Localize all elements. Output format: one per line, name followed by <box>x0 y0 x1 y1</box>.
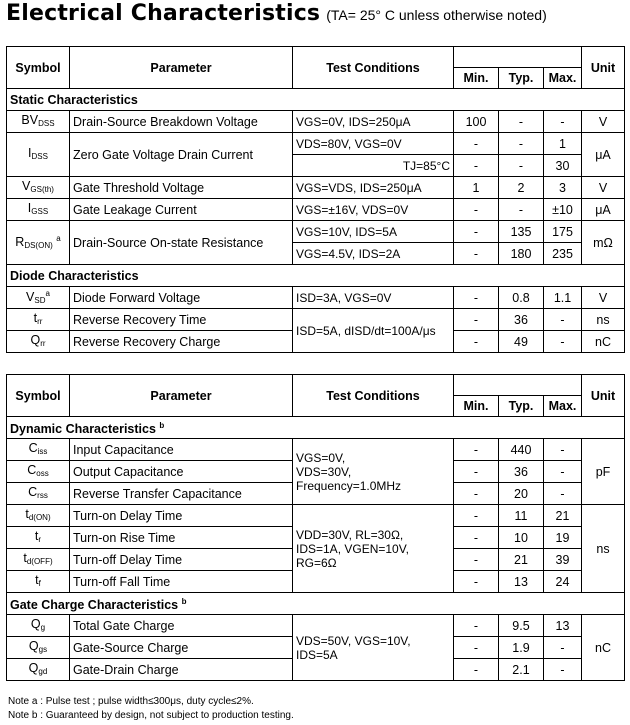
symbol-rdson: $R_{DS(ON)}$ $^a$ <box>7 221 70 265</box>
max-value: - <box>544 309 582 331</box>
section-dynamic: Dynamic Characteristics $^b$ <box>7 417 625 439</box>
symbol-qrr: $Q_{rr}$ <box>7 331 70 353</box>
typ-value: 21 <box>499 549 544 571</box>
typ-value: - <box>499 199 544 221</box>
typ-value: 180 <box>499 243 544 265</box>
param-trr: Reverse Recovery Time <box>70 309 293 331</box>
header-min: Min. <box>454 396 499 417</box>
min-value: - <box>454 461 499 483</box>
symbol-qgd: $Q_{gd}$ <box>7 659 70 681</box>
header-typ: Typ. <box>499 396 544 417</box>
unit-value: nC <box>582 615 625 681</box>
unit-value: V <box>582 177 625 199</box>
cond-idss-1: VDS=80V, VGS=0V <box>293 133 454 155</box>
min-value: - <box>454 483 499 505</box>
table-row <box>7 439 625 461</box>
cond-vgsth: VGS=VDS, IDS=250μA <box>293 177 454 199</box>
header-unit: Unit <box>582 375 625 417</box>
param-tdoff: Turn-off Delay Time <box>70 549 293 571</box>
typ-value: 9.5 <box>499 615 544 637</box>
header-parameter: Parameter <box>70 375 293 417</box>
max-value: 3 <box>544 177 582 199</box>
typ-value: 2.1 <box>499 659 544 681</box>
max-value: - <box>544 461 582 483</box>
param-tdon: Turn-on Delay Time <box>70 505 293 527</box>
symbol-tf: $t_f$ <box>7 571 70 593</box>
note-b: Note b : Guaranteed by design, not subject to production testing. <box>8 710 294 721</box>
typ-value: 440 <box>499 439 544 461</box>
param-coss: Output Capacitance <box>70 461 293 483</box>
min-value: - <box>454 549 499 571</box>
symbol-tdon: $t_{d(ON)}$ <box>7 505 70 527</box>
cond-vsd: ISD=3A, VGS=0V <box>293 287 454 309</box>
header-test-conditions: Test Conditions <box>293 375 454 417</box>
header-parameter: Parameter <box>70 47 293 89</box>
min-value: 1 <box>454 177 499 199</box>
symbol-bvdss: $BV_{DSS}$ <box>7 111 70 133</box>
cond-rdson-2: VGS=4.5V, IDS=2A <box>293 243 454 265</box>
max-value: - <box>544 637 582 659</box>
table-row <box>7 133 625 155</box>
header-symbol: Symbol <box>7 375 70 417</box>
unit-value: μA <box>582 133 625 177</box>
table-row <box>7 111 625 133</box>
max-value: 30 <box>544 155 582 177</box>
table-row <box>7 287 625 309</box>
param-tf: Turn-off Fall Time <box>70 571 293 593</box>
symbol-tr: $t_r$ <box>7 527 70 549</box>
cond-switching: VDD=30V, RL=30Ω, IDS=1A, VGEN=10V, RG=6Ω <box>293 505 454 593</box>
param-tr: Turn-on Rise Time <box>70 527 293 549</box>
section-static: Static Characteristics <box>7 89 625 111</box>
min-value: - <box>454 637 499 659</box>
cond-rdson-1: VGS=10V, IDS=5A <box>293 221 454 243</box>
table-row <box>7 615 625 637</box>
symbol-ciss: $C_{iss}$ <box>7 439 70 461</box>
header-min: Min. <box>454 68 499 89</box>
param-qgs: Gate-Source Charge <box>70 637 293 659</box>
typ-value: 2 <box>499 177 544 199</box>
min-value: - <box>454 199 499 221</box>
min-value: - <box>454 287 499 309</box>
cond-idss-2: TJ=85°C <box>293 155 454 177</box>
max-value: - <box>544 439 582 461</box>
table-row <box>7 199 625 221</box>
cond-igss: VGS=±16V, VDS=0V <box>293 199 454 221</box>
note-a: Note a : Pulse test ; pulse width≤300μs, duty cycle≤2%. <box>8 696 254 707</box>
typ-value: 10 <box>499 527 544 549</box>
max-value: 13 <box>544 615 582 637</box>
max-value: 175 <box>544 221 582 243</box>
param-rdson: Drain-Source On-state Resistance <box>70 221 293 265</box>
unit-value: V <box>582 111 625 133</box>
min-value: - <box>454 439 499 461</box>
param-vgsth: Gate Threshold Voltage <box>70 177 293 199</box>
title-condition: (TA= 25° C unless otherwise noted) <box>326 7 547 23</box>
min-value: - <box>454 243 499 265</box>
table-row <box>7 505 625 527</box>
param-qg: Total Gate Charge <box>70 615 293 637</box>
cond-dynamic: VGS=0V, VDS=30V, Frequency=1.0MHz <box>293 439 454 505</box>
max-value: 1.1 <box>544 287 582 309</box>
min-value: - <box>454 155 499 177</box>
cond-recovery: ISD=5A, dISD/dt=100A/μs <box>293 309 454 353</box>
min-value: - <box>454 659 499 681</box>
param-qgd: Gate-Drain Charge <box>70 659 293 681</box>
max-value: 21 <box>544 505 582 527</box>
typ-value: 11 <box>499 505 544 527</box>
symbol-igss: $I_{GSS}$ <box>7 199 70 221</box>
param-ciss: Input Capacitance <box>70 439 293 461</box>
max-value: ±10 <box>544 199 582 221</box>
symbol-idss: $I_{DSS}$ <box>7 133 70 177</box>
unit-value: ns <box>582 309 625 331</box>
min-value: - <box>454 527 499 549</box>
header-typ: Typ. <box>499 68 544 89</box>
typ-value: - <box>499 111 544 133</box>
max-value: 24 <box>544 571 582 593</box>
unit-value: nC <box>582 331 625 353</box>
symbol-coss: $C_{oss}$ <box>7 461 70 483</box>
typ-value: - <box>499 133 544 155</box>
cond-gate: VDS=50V, VGS=10V, IDS=5A <box>293 615 454 681</box>
max-value: 1 <box>544 133 582 155</box>
typ-value: 1.9 <box>499 637 544 659</box>
max-value: 19 <box>544 527 582 549</box>
max-value: - <box>544 111 582 133</box>
typ-value: - <box>499 155 544 177</box>
header-max: Max. <box>544 396 582 417</box>
min-value: - <box>454 571 499 593</box>
unit-value: mΩ <box>582 221 625 265</box>
header-unit: Unit <box>582 47 625 89</box>
symbol-qgs: $Q_{gs}$ <box>7 637 70 659</box>
param-qrr: Reverse Recovery Charge <box>70 331 293 353</box>
symbol-trr: $t_{rr}$ <box>7 309 70 331</box>
static-diode-table <box>6 46 625 353</box>
page-title <box>6 1 547 26</box>
min-value: - <box>454 615 499 637</box>
param-igss: Gate Leakage Current <box>70 199 293 221</box>
min-value: - <box>454 309 499 331</box>
unit-value: V <box>582 287 625 309</box>
max-value: - <box>544 659 582 681</box>
header-max: Max. <box>544 68 582 89</box>
typ-value: 13 <box>499 571 544 593</box>
max-value: - <box>544 331 582 353</box>
unit-value: ns <box>582 505 625 593</box>
symbol-vgsth: $V_{GS(th)}$ <box>7 177 70 199</box>
table-row <box>7 309 625 331</box>
param-bvdss: Drain-Source Breakdown Voltage <box>70 111 293 133</box>
param-idss: Zero Gate Voltage Drain Current <box>70 133 293 177</box>
max-value: 39 <box>544 549 582 571</box>
header-spacer <box>454 375 582 396</box>
min-value: - <box>454 133 499 155</box>
min-value: 100 <box>454 111 499 133</box>
max-value: - <box>544 483 582 505</box>
symbol-tdoff: $t_{d(OFF)}$ <box>7 549 70 571</box>
typ-value: 0.8 <box>499 287 544 309</box>
param-crss: Reverse Transfer Capacitance <box>70 483 293 505</box>
min-value: - <box>454 221 499 243</box>
typ-value: 135 <box>499 221 544 243</box>
cond-bvdss: VGS=0V, IDS=250μA <box>293 111 454 133</box>
min-value: - <box>454 331 499 353</box>
unit-value: μA <box>582 199 625 221</box>
dynamic-gate-table <box>6 374 625 681</box>
table-row <box>7 221 625 243</box>
footnotes <box>8 695 294 723</box>
title-text: Electrical Characteristics <box>6 1 321 26</box>
max-value: 235 <box>544 243 582 265</box>
header-symbol: Symbol <box>7 47 70 89</box>
typ-value: 49 <box>499 331 544 353</box>
min-value: - <box>454 505 499 527</box>
section-diode: Diode Characteristics <box>7 265 625 287</box>
section-gate-charge: Gate Charge Characteristics $^b$ <box>7 593 625 615</box>
param-vsd: Diode Forward Voltage <box>70 287 293 309</box>
typ-value: 20 <box>499 483 544 505</box>
header-test-conditions: Test Conditions <box>293 47 454 89</box>
header-spacer <box>454 47 582 68</box>
symbol-crss: $C_{rss}$ <box>7 483 70 505</box>
symbol-vsd: $V_{SD}^a$ <box>7 287 70 309</box>
typ-value: 36 <box>499 309 544 331</box>
typ-value: 36 <box>499 461 544 483</box>
unit-value: pF <box>582 439 625 505</box>
table-row <box>7 177 625 199</box>
symbol-qg: $Q_g$ <box>7 615 70 637</box>
